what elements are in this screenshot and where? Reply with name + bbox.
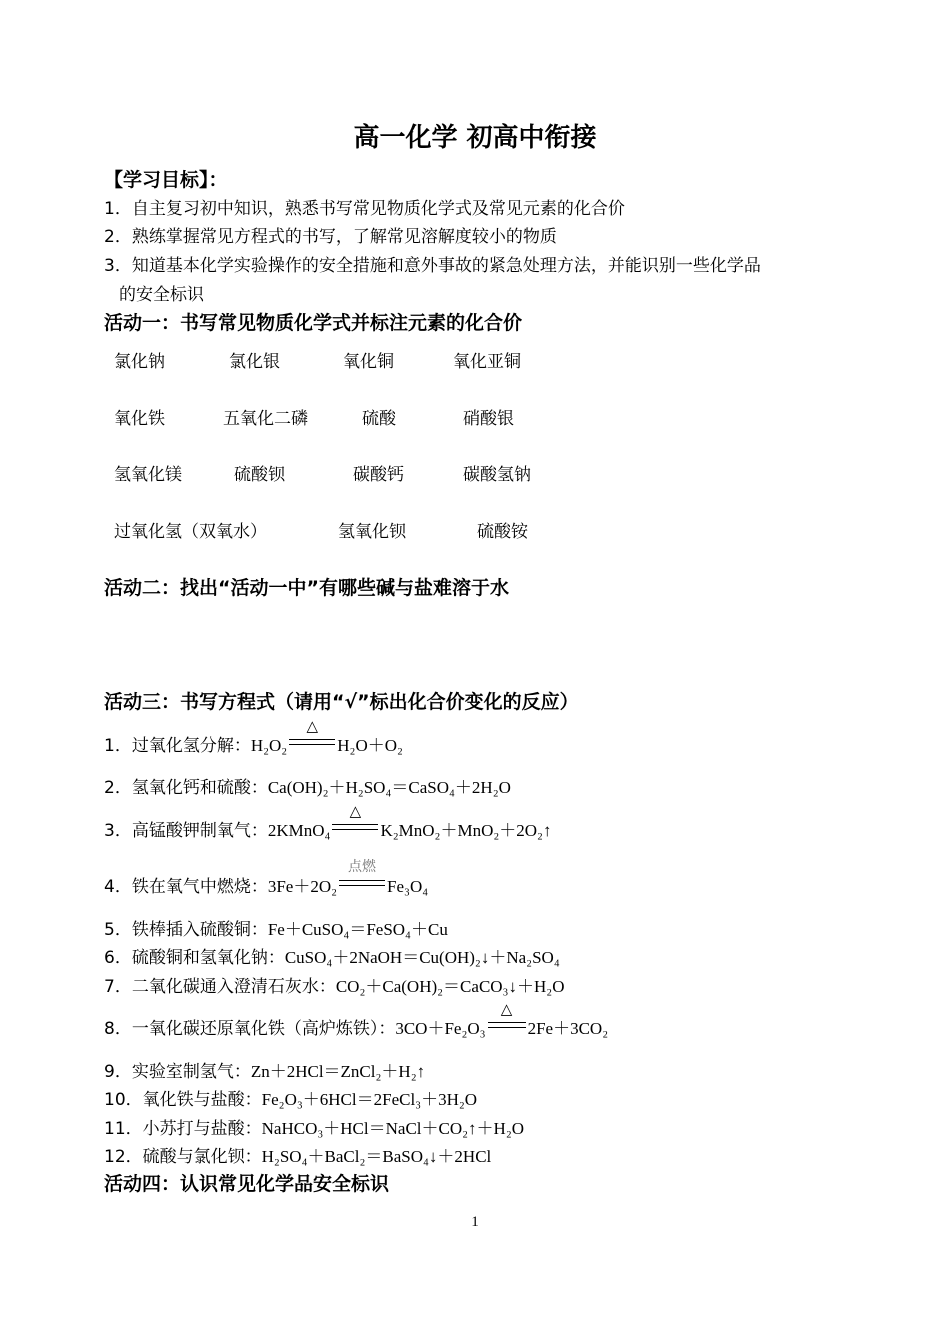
equation-products: 2Fe＋3CO₂ — [527, 1019, 609, 1038]
equation-9 — [104, 1057, 425, 1082]
reaction-equals-sign — [339, 859, 385, 892]
equation-label: 9．实验室制氢气： — [104, 1062, 251, 1082]
equation-reactants: H₂O₂ — [250, 736, 288, 755]
equation-7 — [104, 972, 564, 997]
activity3-heading: 活动三：书写方程式（请用“√”标出化合价变化的反应） — [104, 691, 579, 713]
activity1-heading: 活动一：书写常见物质化学式并标注元素的化合价 — [104, 312, 523, 334]
goal-item-3-cont: 的安全标识 — [119, 285, 204, 305]
substance-nahco3: 碳酸氢钠 — [463, 465, 531, 485]
equation-2 — [104, 773, 511, 798]
goal-item-3: 3．知道基本化学实验操作的安全措施和意外事故的紧急处理方法，并能识别一些化学品 — [104, 256, 761, 276]
equation-4 — [104, 859, 429, 897]
activity2-heading: 活动二：找出“活动一中”有哪些碱与盐难溶于水 — [104, 577, 509, 599]
equation-formula: CuSO₄＋2NaOH＝Cu(OH)₂↓＋Na₂SO₄ — [284, 948, 560, 967]
equation-1 — [104, 717, 403, 756]
equation-8 — [104, 1000, 609, 1039]
equation-3 — [104, 802, 552, 841]
reaction-equals-sign — [332, 802, 378, 836]
substance-baso4: 硫酸钡 — [234, 465, 285, 485]
equation-5 — [104, 915, 448, 940]
goals-heading: 【学习目标】： — [104, 169, 228, 191]
equation-label: 3．高锰酸钾制氧气： — [104, 821, 268, 841]
activity4-heading: 活动四：认识常见化学品安全标识 — [104, 1173, 390, 1195]
equation-label: 5．铁棒插入硫酸铜： — [104, 920, 268, 940]
page-title: 高一化学 初高中衔接 — [353, 123, 597, 153]
equation-label: 2．氢氧化钙和硫酸： — [104, 778, 268, 798]
equation-reactants: 3CO＋Fe₂O₃ — [395, 1019, 486, 1038]
reaction-condition: △ — [500, 1000, 513, 1018]
substance-nh4so4: 硫酸铵 — [477, 522, 528, 542]
equation-formula: H₂SO₄＋BaCl₂＝BaSO₄↓＋2HCl — [261, 1147, 492, 1166]
equation-label: 12．硫酸与氯化钡： — [104, 1147, 262, 1167]
equation-products: Fe₃O₄ — [387, 877, 429, 896]
goal-item-1: 1．自主复习初中知识，熟悉书写常见物质化学式及常见元素的化合价 — [104, 199, 625, 219]
equation-11 — [104, 1114, 524, 1139]
substance-caco3: 碳酸钙 — [353, 465, 404, 485]
substance-fe2o3: 氧化铁 — [114, 409, 165, 429]
reaction-condition: 点燃 — [348, 859, 377, 875]
equation-label: 4．铁在氧气中燃烧： — [104, 877, 268, 897]
substance-cuo: 氧化铜 — [343, 352, 394, 372]
substance-cu2o: 氧化亚铜 — [453, 352, 521, 372]
equation-reactants: 2KMnO₄ — [267, 821, 331, 840]
substance-agcl: 氯化银 — [229, 352, 280, 372]
goal-item-2: 2．熟练掌握常见方程式的书写，了解常见溶解度较小的物质 — [104, 227, 557, 247]
substance-mgoh2: 氢氧化镁 — [114, 465, 182, 485]
substance-h2o2: 过氧化氢（双氧水） — [114, 522, 267, 542]
equation-formula: Fe＋CuSO₄＝FeSO₄＋Cu — [267, 920, 448, 939]
equation-label: 7．二氧化碳通入澄清石灰水： — [104, 977, 336, 997]
equation-formula: CO₂＋Ca(OH)₂＝CaCO₃↓＋H₂O — [335, 977, 565, 996]
equation-formula: Fe₂O₃＋6HCl＝2FeCl₃＋3H₂O — [261, 1090, 478, 1109]
substance-agno3: 硝酸银 — [463, 409, 514, 429]
reaction-condition: △ — [306, 717, 319, 735]
equation-6 — [104, 943, 560, 968]
substance-p2o5: 五氧化二磷 — [223, 409, 308, 429]
equation-products: K₂MnO₂＋MnO₂＋2O₂↑ — [380, 821, 552, 840]
page-number: 1 — [471, 1214, 479, 1230]
substance-nacl: 氯化钠 — [114, 352, 165, 372]
equation-12 — [104, 1142, 491, 1167]
reaction-equals-sign — [289, 717, 335, 751]
reaction-equals-sign — [488, 1000, 526, 1034]
equation-label: 11．小苏打与盐酸： — [104, 1119, 262, 1139]
reaction-condition: △ — [349, 802, 362, 820]
equation-10 — [104, 1085, 477, 1110]
equation-formula: NaHCO₃＋HCl＝NaCl＋CO₂↑＋H₂O — [261, 1119, 525, 1138]
equation-label: 6．硫酸铜和氢氧化钠： — [104, 948, 285, 968]
equation-formula: Ca(OH)₂＋H₂SO₄＝CaSO₄＋2H₂O — [267, 778, 511, 797]
equation-label: 10．氧化铁与盐酸： — [104, 1090, 262, 1110]
substance-baoh2: 氢氧化钡 — [338, 522, 406, 542]
equation-reactants: 3Fe＋2O₂ — [267, 877, 338, 896]
equation-formula: Zn＋2HCl＝ZnCl₂＋H₂↑ — [250, 1062, 426, 1081]
substance-h2so4: 硫酸 — [362, 409, 396, 429]
equation-label: 8．一氧化碳还原氧化铁（高炉炼铁）： — [104, 1019, 396, 1039]
equation-products: H₂O＋O₂ — [337, 736, 403, 755]
equation-label: 1．过氧化氢分解： — [104, 736, 251, 756]
